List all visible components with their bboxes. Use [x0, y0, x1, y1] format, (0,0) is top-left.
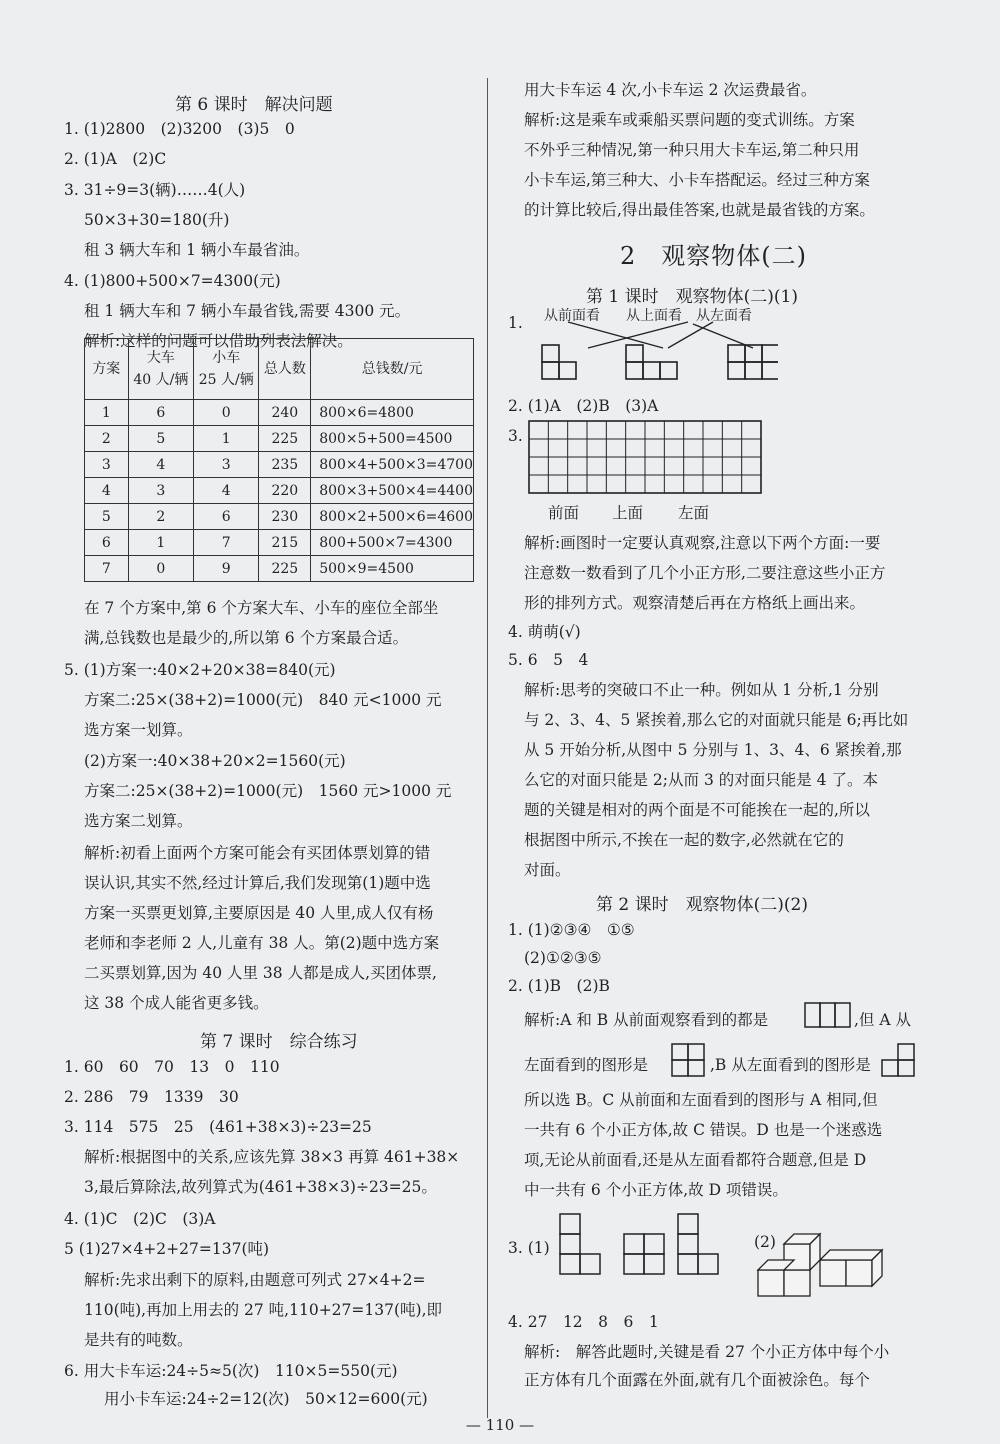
cube-figure: [748, 1220, 918, 1305]
answer-line: 2. 286 79 1339 30: [64, 1088, 239, 1106]
table-cell: 800×6=4800: [311, 400, 474, 426]
answer-line: 3. 31÷9=3(辆)……4(人): [64, 181, 246, 199]
grid-label-top: 上面: [612, 504, 644, 522]
view-label-front: 从前面看: [544, 308, 600, 324]
answer-line: 用大卡车运 4 次,小卡车运 2 次运费最省。: [524, 81, 817, 99]
question-number: 1.: [508, 314, 523, 332]
table-cell: 215: [259, 530, 311, 556]
table-cell: 6: [194, 504, 259, 530]
table-cell: 6: [128, 400, 193, 426]
table-cell: 0: [194, 400, 259, 426]
table-cell: 235: [259, 452, 311, 478]
answer-line: 选方案一划算。: [84, 721, 193, 739]
table-cell: 7: [194, 530, 259, 556]
answer-line: 3. (1): [508, 1239, 550, 1257]
analysis-line: 从 5 开始分析,从图中 5 分别与 1、3、4、6 紧挨着,那: [524, 741, 902, 759]
text-line: 在 7 个方案中,第 6 个方案大车、小车的座位全部坐: [84, 599, 439, 617]
text-line: 满,总钱数也是最少的,所以第 6 个方案最合适。: [84, 629, 409, 647]
table-cell: 4: [194, 478, 259, 504]
three-views-figure: [558, 1212, 738, 1282]
analysis-line: 项,无论从前面看,还是从左面看都符合题意,但是 D: [524, 1151, 867, 1169]
table-cell: 225: [259, 556, 311, 582]
answer-line: 4. 27 12 8 6 1: [508, 1313, 659, 1331]
table-cell: 3: [85, 452, 129, 478]
table-header-row: [85, 339, 474, 400]
analysis-line: 是共有的吨数。: [84, 1331, 193, 1349]
question-number: 3.: [508, 427, 523, 445]
column-divider: [487, 78, 488, 1418]
answer-line: 5 (1)27×4+2+27=137(吨): [64, 1240, 270, 1258]
analysis-line: 老师和李老师 2 人,儿童有 38 人。第(2)题中选方案: [84, 934, 440, 952]
answer-line: 方案二:25×(38+2)=1000(元) 1560 元>1000 元: [84, 782, 452, 800]
table-cell: 240: [259, 400, 311, 426]
answer-line: (2)①②③⑤: [524, 949, 602, 967]
analysis-line: 解析:A 和 B 从前面观察看到的都是: [524, 1011, 769, 1029]
analysis-line: 所以选 B。C 从前面和左面看到的图形与 A 相同,但: [524, 1091, 878, 1109]
table-row: [85, 504, 474, 530]
analysis-line: 对面。: [524, 861, 571, 879]
analysis-line: 方案一买票更划算,主要原因是 40 人里,成人仅有杨: [84, 904, 434, 922]
answer-line: 2. (1)B (2)B: [508, 977, 610, 995]
view-label-left: 从左面看: [696, 308, 752, 324]
table-header-cell: [128, 339, 193, 400]
page-number: — 110 —: [465, 1416, 535, 1434]
table-cell: 5: [128, 426, 193, 452]
answer-line: 1. 60 60 70 13 0 110: [64, 1058, 280, 1076]
header-small-car: 小车 25 人/辆: [198, 350, 254, 388]
answer-line: 6. 用大卡车运:24÷5≈5(次) 110×5=550(元): [64, 1362, 398, 1380]
answer-line: 4. (1)800+500×7=4300(元): [64, 272, 281, 290]
section-heading-lesson2: 第 2 课时 观察物体(二)(2): [596, 895, 808, 915]
table-row: [85, 530, 474, 556]
header-big-car: 大车 40 人/辆: [133, 350, 189, 388]
analysis-line: 解析:根据图中的关系,应该先算 38×3 再算 461+38×: [84, 1148, 460, 1166]
analysis-line: 一共有 6 个小正方体,故 C 错误。D 也是一个迷惑选: [524, 1121, 883, 1139]
table-cell: 7: [85, 556, 129, 582]
table-cell: 4: [128, 452, 193, 478]
table-cell: 500×9=4500: [311, 556, 474, 582]
analysis-line: 解析:先求出剩下的原料,由题意可列式 27×4+2=: [84, 1271, 426, 1289]
analysis-line: 小卡车运,第三种大、小卡车搭配运。经过三种方案: [524, 171, 870, 189]
answer-line: 用小卡车运:24÷2=12(次) 50×12=600(元): [104, 1390, 428, 1408]
table-header-cell: 总人数: [259, 339, 311, 400]
analysis-line: 误认识,其实不然,经过计算后,我们发现第(1)题中选: [84, 874, 431, 892]
table-cell: 800×3+500×4=4400: [311, 478, 474, 504]
answer-line: (2): [754, 1233, 776, 1251]
plan-table: [84, 338, 474, 582]
analysis-line: 解析: 解答此题时,关键是看 27 个小正方体中每个小: [524, 1343, 890, 1361]
analysis-line: ,B 从左面看到的图形是: [710, 1056, 871, 1074]
analysis-line: 注意数一数看到了几个小正方形,二要注意这些小正方: [524, 564, 886, 582]
table-cell: 230: [259, 504, 311, 530]
answer-line: 4. (1)C (2)C (3)A: [64, 1210, 216, 1228]
analysis-line: 这 38 个成人能省更多钱。: [84, 994, 269, 1012]
table-cell: 9: [194, 556, 259, 582]
section-heading-lesson7: 第 7 课时 综合练习: [200, 1032, 358, 1052]
answer-line: 5. (1)方案一:40×2+20×38=840(元): [64, 661, 336, 679]
analysis-line: 110(吨),再加上用去的 27 吨,110+27=137(吨),即: [84, 1301, 442, 1319]
table-row: [85, 426, 474, 452]
table-cell: 225: [259, 426, 311, 452]
answer-line: 2. (1)A (2)C: [64, 150, 167, 168]
matching-figure: [538, 318, 778, 388]
table-cell: 800×4+500×3=4700: [311, 452, 474, 478]
a-left-view-figure: [670, 1040, 710, 1080]
table-cell: 2: [128, 504, 193, 530]
answer-line: 50×3+30=180(升): [84, 211, 230, 229]
grid-label-front: 前面: [548, 504, 580, 522]
grid-label-left: 左面: [678, 504, 710, 522]
three-squares-figure: [804, 998, 854, 1030]
analysis-line: 与 2、3、4、5 紧挨着,那么它的对面就只能是 6;再比如: [524, 711, 909, 729]
analysis-line: 解析:这样的问题可以借助列表法解决。: [84, 332, 353, 350]
table-cell: 800+500×7=4300: [311, 530, 474, 556]
analysis-line: 解析:这是乘车或乘船买票问题的变式训练。方案: [524, 111, 855, 129]
table-cell: 1: [85, 400, 129, 426]
table-header-cell: 总钱数/元: [311, 339, 474, 400]
table-row: [85, 556, 474, 582]
view-label-top: 从上面看: [626, 308, 682, 324]
analysis-line: 解析:画图时一定要认真观察,注意以下两个方面:一要: [524, 534, 881, 552]
analysis-line: 不外乎三种情况,第一种只用大卡车运,第二种只用: [524, 141, 860, 159]
answer-line: 2. (1)A (2)B (3)A: [508, 397, 659, 415]
analysis-line: 3,最后算除法,故列算式为(461+38×3)÷23=25。: [84, 1178, 437, 1196]
b-left-view-figure: [880, 1040, 920, 1080]
section-heading-lesson1: 第 1 课时 观察物体(二)(1): [586, 287, 798, 307]
table-cell: 3: [194, 452, 259, 478]
table-cell: 2: [85, 426, 129, 452]
table-cell: 1: [128, 530, 193, 556]
table-cell: 1: [194, 426, 259, 452]
analysis-line: 正方体有几个面露在外面,就有几个面被涂色。每个: [524, 1371, 870, 1389]
table-cell: 800×5+500=4500: [311, 426, 474, 452]
answer-line: (2)方案一:40×38+20×2=1560(元): [84, 752, 346, 770]
answer-line: 选方案二划算。: [84, 812, 193, 830]
analysis-line: 形的排列方式。观察清楚后再在方格纸上画出来。: [524, 594, 866, 612]
analysis-line: 根据图中所示,不挨在一起的数字,必然就在它的: [524, 831, 844, 849]
analysis-line: ,但 A 从: [854, 1011, 911, 1029]
analysis-line: 的计算比较后,得出最佳答案,也就是最省钱的方案。: [524, 201, 875, 219]
analysis-line: 二买票划算,因为 40 人里 38 人都是成人,买团体票,: [84, 964, 437, 982]
table-row: [85, 452, 474, 478]
analysis-line: 中一共有 6 个小正方体,故 D 项错误。: [524, 1181, 788, 1199]
answer-line: 方案二:25×(38+2)=1000(元) 840 元<1000 元: [84, 691, 442, 709]
table-cell: 4: [85, 478, 129, 504]
table-cell: 5: [85, 504, 129, 530]
table-header-cell: [194, 339, 259, 400]
table-cell: 3: [128, 478, 193, 504]
analysis-line: 左面看到的图形是: [524, 1056, 649, 1074]
analysis-line: 解析:思考的突破口不止一种。例如从 1 分析,1 分别: [524, 681, 879, 699]
answer-line: 租 3 辆大车和 1 辆小车最省油。: [84, 241, 310, 259]
answer-line: 租 1 辆大车和 7 辆小车最省钱,需要 4300 元。: [84, 302, 411, 320]
table-row: [85, 478, 474, 504]
answer-line: 4. 萌萌(√): [508, 623, 581, 641]
answer-line: 1. (1)②③④ ①⑤: [508, 921, 635, 939]
answer-line: 5. 6 5 4: [508, 651, 589, 669]
table-header-cell: 方案: [85, 339, 129, 400]
answer-line: 3. 114 575 25 (461+38×3)÷23=25: [64, 1118, 372, 1136]
unit-heading: 2 观察物体(二): [620, 242, 807, 270]
table-cell: 800×2+500×6=4600: [311, 504, 474, 530]
analysis-line: 题的关键是相对的两个面是不可能挨在一起的,所以: [524, 801, 870, 819]
analysis-line: 么它的对面只能是 2;从而 3 的对面只能是 4 了。本: [524, 771, 878, 789]
grid-paper-figure: [528, 420, 764, 496]
table-row: [85, 400, 474, 426]
table-cell: 0: [128, 556, 193, 582]
analysis-line: 解析:初看上面两个方案可能会有买团体票划算的错: [84, 844, 431, 862]
table-cell: 220: [259, 478, 311, 504]
section-heading-lesson6: 第 6 课时 解决问题: [175, 95, 333, 115]
table-cell: 6: [85, 530, 129, 556]
answer-line: 1. (1)2800 (2)3200 (3)5 0: [64, 120, 295, 138]
